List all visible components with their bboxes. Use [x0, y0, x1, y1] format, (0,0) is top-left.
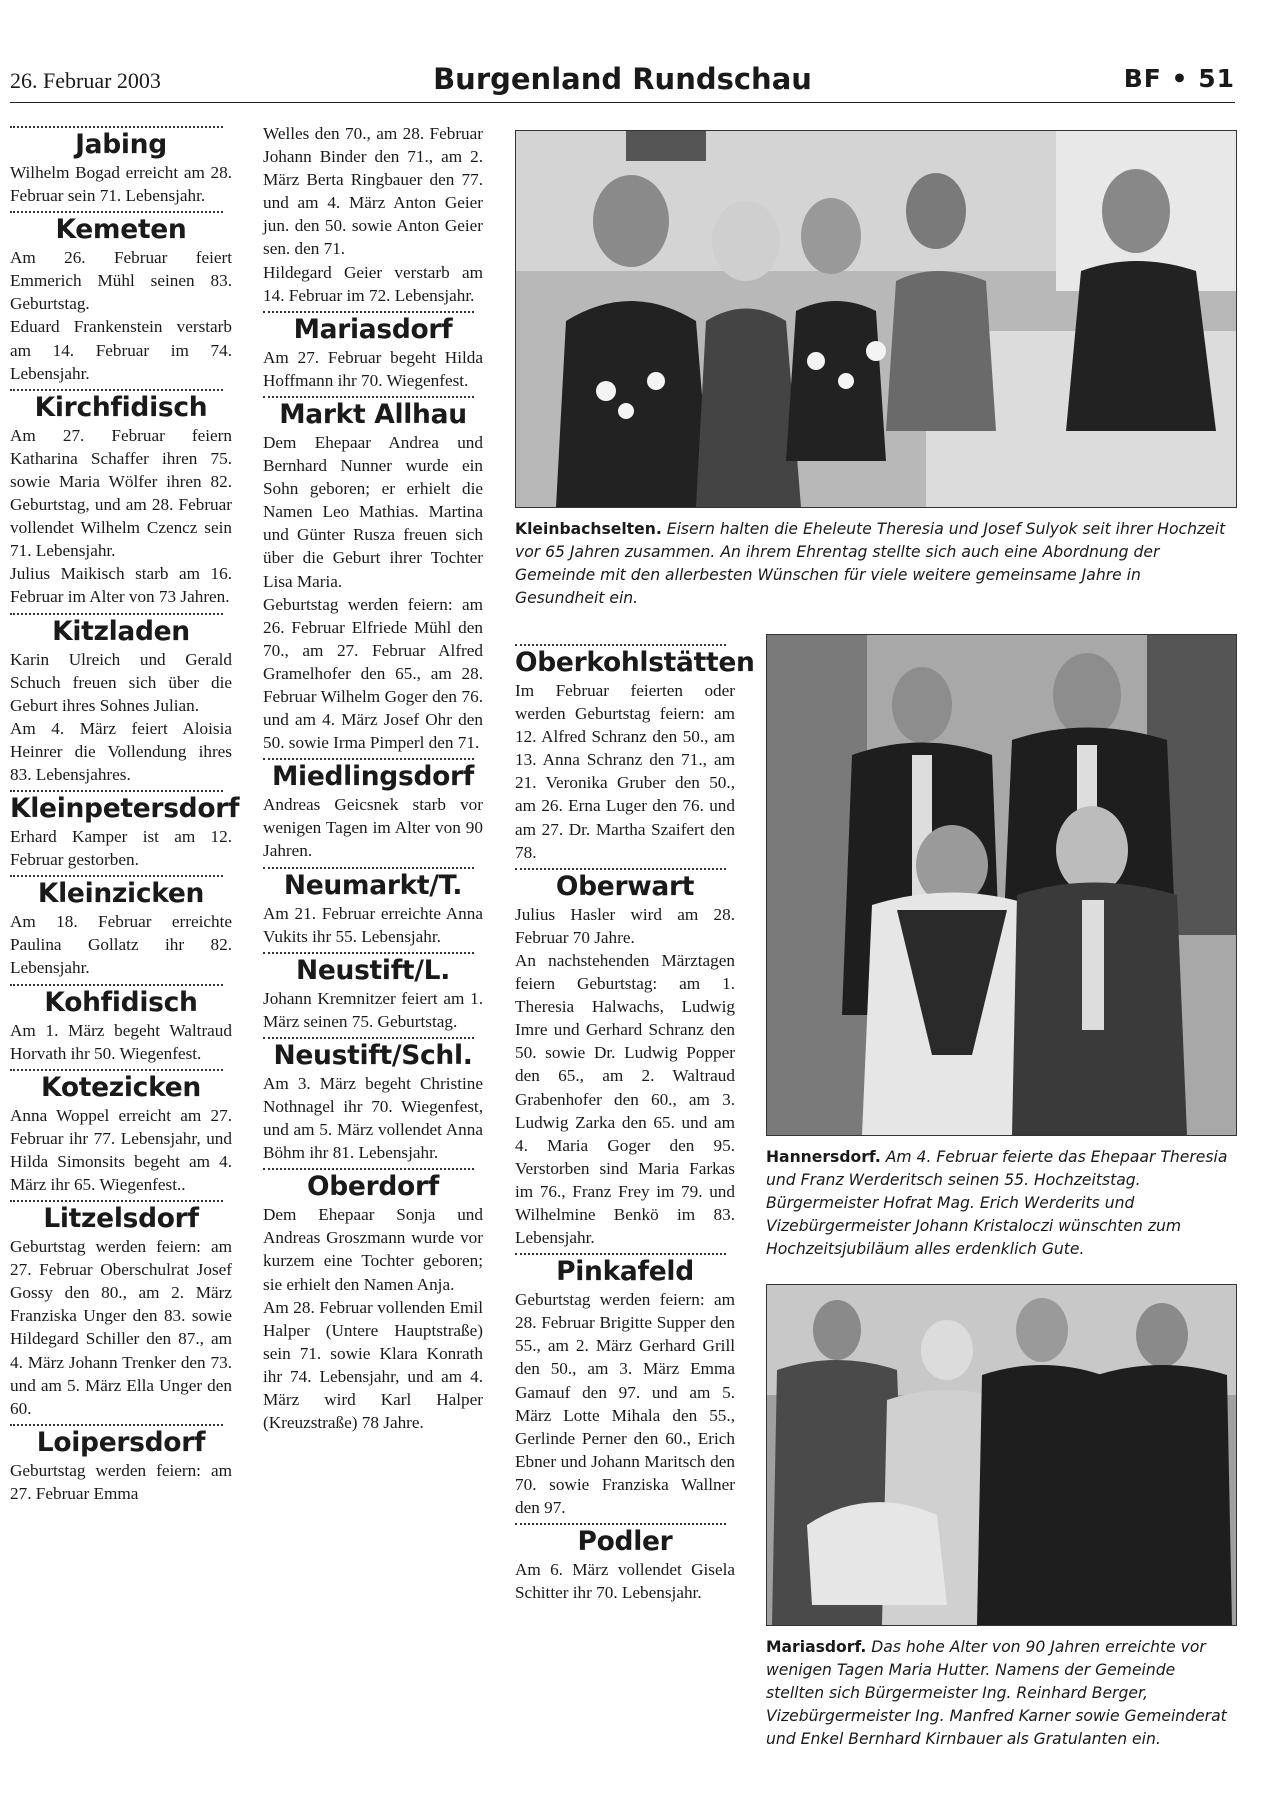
- dotted-divider: [10, 984, 223, 986]
- section-heading: Kleinzicken: [37, 878, 205, 910]
- dotted-divider: [515, 1523, 726, 1525]
- article-section: [10, 875, 232, 979]
- section-heading: Pinkafeld: [556, 1256, 694, 1288]
- article-section: [10, 389, 232, 609]
- section-heading: Mariasdorf: [293, 313, 453, 345]
- article-section: [10, 1069, 232, 1196]
- caption-place: Hannersdorf.: [766, 1148, 881, 1166]
- article-section: [10, 984, 232, 1065]
- section-heading: Kotezicken: [41, 1071, 201, 1103]
- section-heading: Neumarkt/T.: [283, 869, 463, 901]
- section-paragraph: Geburtstag werden feiern: am 27. Februar Emma: [10, 1460, 232, 1503]
- dotted-divider: [263, 758, 474, 760]
- section-heading: Kemeten: [55, 214, 187, 246]
- photo-kleinbachselten: [515, 130, 1237, 508]
- column-left: [10, 122, 240, 1505]
- article-section: [515, 644, 755, 864]
- dotted-divider: [263, 396, 474, 398]
- caption-hannersdorf: [766, 1146, 1235, 1261]
- caption-mariasdorf: [766, 1636, 1235, 1751]
- article-section: [515, 1523, 735, 1604]
- dotted-divider: [10, 1069, 223, 1071]
- article-section: [263, 758, 483, 862]
- dotted-divider: [10, 126, 223, 128]
- section-paragraph: An nachstehenden Märztagen feiern Geburtstag: am 1. Theresia Halwachs, Ludwig Imre und Gerhard Schranz den 50. sowie Dr. Ludwig Popper den 65., am 2. Waltraud Grabenhofer den 60., am 3. Ludwig Zarka den 65. und am 4. Maria Goger den 95. Verstorben sind Maria Farkas im 76., Franz Frey im 79. und Wilhelmine Benkö im 83. Lebensjahr.: [515, 950, 735, 1248]
- section-paragraph: Dem Ehepaar Andrea und Bernhard Nunner wurde ein Sohn geboren; er erhielt die Namen Leo Mathias. Martina und Günter Rusza freuen sich über die Geburt ihrer Tochter Lisa Maria.: [263, 432, 483, 591]
- dotted-divider: [515, 868, 726, 870]
- section-paragraph: Erhard Kamper ist am 12. Februar gestorben.: [10, 827, 232, 870]
- article-section: [263, 122, 483, 307]
- caption-text: Das hohe Alter von 90 Jahren erreichte vor wenigen Tagen Maria Hutter. Namens der Gemeinde stellten sich Bürgermeister Ing. Reinhard Berger, Vizebürgermeister Ing. Manfred Karner sowie Gemeinderat und Enkel Bernhard Kirnbauer als Gratulanten ein.: [766, 1638, 1227, 1748]
- section-heading: Markt Allhau: [279, 398, 467, 430]
- article-section: [10, 790, 240, 871]
- newspaper-title: Burgenland Rundschau: [433, 62, 812, 96]
- section-paragraph: Am 28. Februar vollenden Emil Halper (Untere Hauptstraße) sein 71. sowie Klara Konrath ihr 74. Lebensjahr, und am 4. März wird Karl Halper (Kreuzstraße) 78 Jahre.: [263, 1297, 483, 1433]
- section-paragraph: Am 21. Februar erreichte Anna Vukits ihr 55. Lebensjahr.: [263, 903, 483, 946]
- article-section: [10, 1424, 232, 1505]
- section-heading: Neustift/L.: [295, 954, 451, 986]
- page-header: [10, 60, 1235, 103]
- section-paragraph: Am 27. Februar begeht Hilda Hoffmann ihr 70. Wiegenfest.: [263, 347, 483, 390]
- section-paragraph: Am 27. Februar feiern Katharina Schaffer ihren 75. sowie Maria Wölfer ihren 82. Geburtstag, und am 28. Februar vollendet Wilhelm Czencz sein 71. Lebensjahr.: [10, 425, 232, 561]
- section-heading: Neustift/Schl.: [273, 1039, 473, 1071]
- section-paragraph: Karin Ulreich und Gerald Schuch freuen sich über die Geburt ihres Sohnes Julian.: [10, 649, 232, 715]
- column-right: [515, 640, 755, 1604]
- section-heading: Kitzladen: [52, 615, 190, 647]
- section-paragraph: Eduard Frankenstein verstarb am 14. Februar im 74. Lebensjahr.: [10, 317, 232, 383]
- article-section: [10, 613, 232, 787]
- section-paragraph: Andreas Geicsnek starb vor wenigen Tagen im Alter von 90 Jahren.: [263, 795, 483, 861]
- dotted-divider: [263, 1168, 474, 1170]
- caption-text: Am 4. Februar feierte das Ehepaar Theresia und Franz Werderitsch seinen 55. Hochzeitstag. Bürgermeister Hofrat Mag. Erich Werderits und Vizebürgermeister Johann Kristaloczi wünschten zum Hochzeitsjubiläum alles erdenklich Gute.: [766, 1148, 1228, 1258]
- column-middle: [263, 122, 483, 1434]
- dotted-divider: [263, 1037, 474, 1039]
- section-heading: Jabing: [75, 129, 167, 160]
- section-paragraph: Julius Maikisch starb am 16. Februar im Alter von 73 Jahren.: [10, 564, 232, 607]
- section-paragraph: Dem Ehepaar Sonja und Andreas Groszmann wurde vor kurzem eine Tochter geboren; sie erhielt den Namen Anja.: [263, 1205, 483, 1294]
- section-heading: Litzelsdorf: [43, 1203, 199, 1235]
- section-paragraph: Geburtstag werden feiern: am 28. Februar Brigitte Supper den 55., am 2. März Gerhard Grill den 50., am 3. März Emma Gamauf den 97. und am 5. März Lotte Mihala den 55., Gerlinde Perner den 60., Erich Ebner und Johann Maritsch den 70. sowie Franziska Wallner den 97.: [515, 1290, 735, 1517]
- article-section: [263, 311, 483, 392]
- page-number: BF • 51: [1123, 64, 1235, 93]
- caption-place: Kleinbachselten.: [515, 520, 662, 538]
- caption-text: Eisern halten die Eheleute Theresia und Josef Sulyok seit ihrer Hochzeit vor 65 Jahren zusammen. An ihrem Ehrentag stellte sich auch eine Abordnung der Gemeinde mit den allerbesten Wünschen für viele weitere gemeinsame Jahre in Gesundheit ein.: [515, 520, 1226, 607]
- article-section: [263, 1037, 483, 1164]
- article-section: [263, 1168, 483, 1434]
- dotted-divider: [10, 1424, 223, 1426]
- article-section: [10, 1200, 232, 1420]
- article-section: [263, 952, 483, 1033]
- article-section: [515, 1253, 735, 1519]
- article-section: [10, 211, 232, 385]
- section-heading: Oberdorf: [307, 1171, 439, 1203]
- article-section: [263, 867, 483, 948]
- dotted-divider: [515, 644, 726, 646]
- dotted-divider: [10, 875, 223, 877]
- section-paragraph: Geburtstag werden feiern: am 26. Februar Elfriede Mühl den 70., am 27. Februar Alfred Gramelhofer den 65., am 28. Februar Wilhelm Goger den 76. und am 4. März Josef Ohr den 50. sowie Irma Pimperl den 71.: [263, 594, 483, 753]
- section-paragraph: Welles den 70., am 28. Februar Johann Binder den 71., am 2. März Berta Ringbauer den 77. und am 4. März Anton Geier jun. den 50. sowie Anton Geier sen. den 71.: [263, 124, 483, 259]
- section-paragraph: Am 18. Februar erreichte Paulina Gollatz ihr 82. Lebensjahr.: [10, 912, 232, 978]
- section-paragraph: Im Februar feierten oder werden Geburtstag feiern: am 12. Alfred Schranz den 50., am 13. Anna Schranz den 71., am 21. Veronika Gruber den 50., am 26. Erna Luger den 76. und am 27. Dr. Martha Szaifert den 78.: [515, 681, 735, 862]
- dotted-divider: [263, 311, 474, 313]
- section-paragraph: Johann Kremnitzer feiert am 1. März seinen 75. Geburtstag.: [263, 988, 483, 1031]
- caption-place: Mariasdorf.: [766, 1638, 867, 1656]
- photo-mariasdorf: [766, 1284, 1237, 1626]
- dotted-divider: [263, 952, 474, 954]
- section-paragraph: Am 26. Februar feiert Emmerich Mühl seinen 83. Geburtstag.: [10, 248, 232, 314]
- section-heading: Podler: [577, 1526, 673, 1558]
- dotted-divider: [10, 211, 223, 213]
- dotted-divider: [10, 1200, 223, 1202]
- article-section: [515, 868, 735, 1249]
- issue-date: 26. Februar 2003: [10, 68, 161, 93]
- dotted-divider: [10, 389, 223, 391]
- section-paragraph: Geburtstag werden feiern: am 27. Februar Oberschulrat Josef Gossy den 80., am 2. März Franziska Unger den 83. sowie Hildegard Schiller den 87., am 4. März Johann Trenker den 73. und am 5. März Ella Unger den 60.: [10, 1237, 232, 1418]
- section-heading: Miedlingsdorf: [271, 761, 475, 793]
- section-heading: Loipersdorf: [36, 1426, 206, 1458]
- dotted-divider: [515, 1253, 726, 1255]
- dotted-divider: [10, 613, 223, 615]
- section-paragraph: Julius Hasler wird am 28. Februar 70 Jahre.: [515, 904, 735, 947]
- article-section: [10, 126, 232, 207]
- section-paragraph: Am 3. März begeht Christine Nothnagel ihr 70. Wiegenfest, und am 5. März vollendet Anna Böhm ihr 81. Lebensjahr.: [263, 1073, 483, 1163]
- section-heading: Oberkohlstätten: [515, 647, 755, 678]
- section-heading: Kleinpetersdorf: [10, 793, 240, 825]
- photo-hannersdorf: [766, 634, 1237, 1136]
- dotted-divider: [263, 867, 474, 869]
- section-paragraph: Am 4. März feiert Aloisia Heinrer die Vollendung ihres 83. Lebensjahres.: [10, 718, 232, 784]
- dotted-divider: [10, 790, 223, 792]
- section-paragraph: Hildegard Geier verstarb am 14. Februar im 72. Lebensjahr.: [263, 262, 483, 305]
- section-heading: Oberwart: [555, 870, 695, 902]
- caption-kleinbachselten: [515, 518, 1235, 610]
- section-heading: Kohfidisch: [44, 986, 198, 1018]
- section-paragraph: Anna Woppel erreicht am 27. Februar ihr 77. Lebensjahr, und Hilda Simonsits begeht am 4. März ihr 65. Wiegenfest..: [10, 1105, 232, 1194]
- section-paragraph: Am 1. März begeht Waltraud Horvath ihr 50. Wiegenfest.: [10, 1020, 232, 1063]
- section-paragraph: Am 6. März vollendet Gisela Schitter ihr 70. Lebensjahr.: [515, 1560, 735, 1603]
- section-paragraph: Wilhelm Bogad erreicht am 28. Februar sein 71. Lebensjahr.: [10, 163, 232, 206]
- section-heading: Kirchfidisch: [34, 391, 208, 423]
- article-section: [263, 396, 483, 754]
